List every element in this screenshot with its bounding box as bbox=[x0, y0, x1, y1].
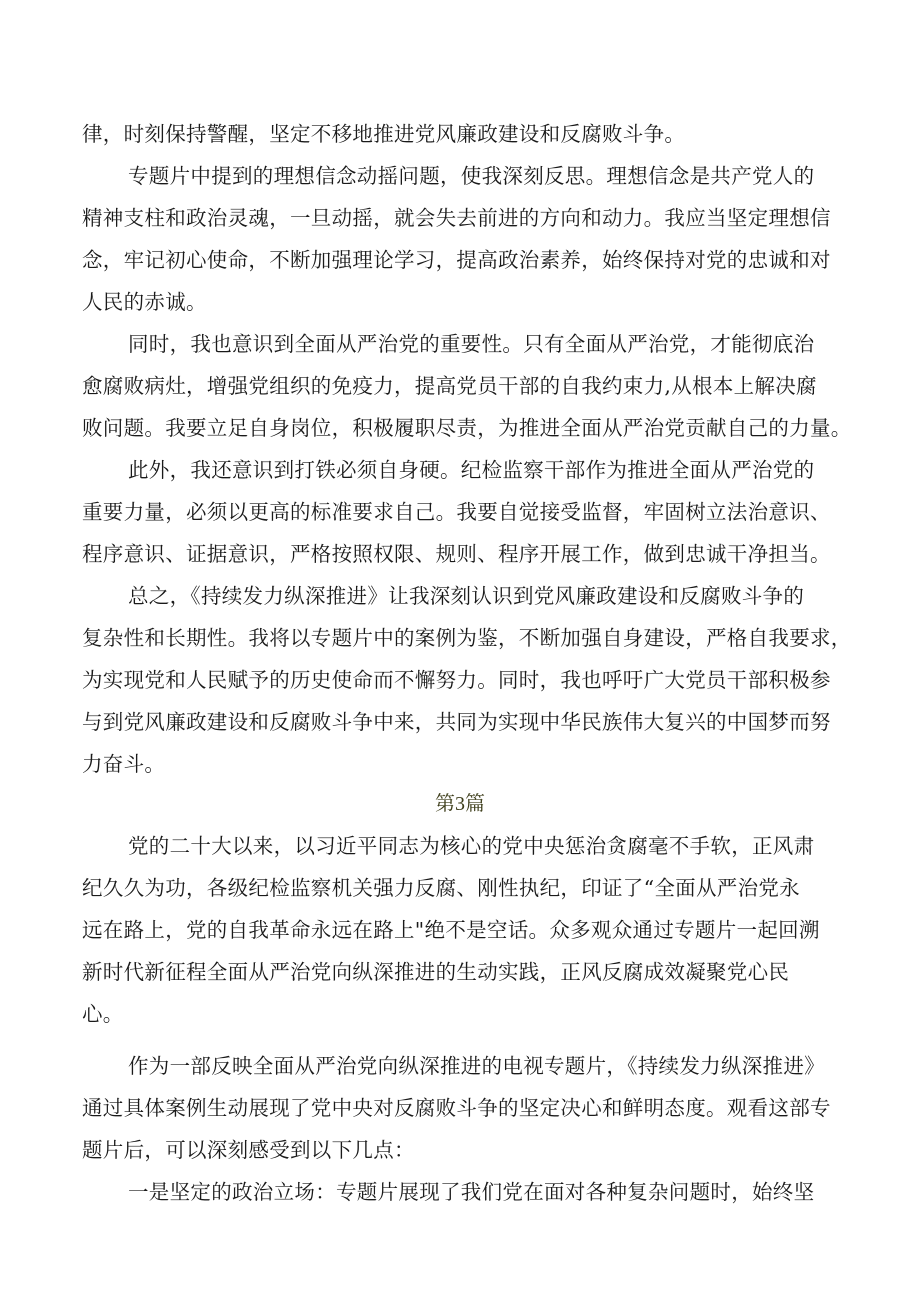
text-line: 为实现党和人民赋予的历史使命而不懈努力。同时，我也呼吁广大党员干部积极参 bbox=[82, 668, 831, 692]
text-line: 心。 bbox=[82, 1002, 124, 1026]
paragraph-start-line: 此外，我还意识到打铁必须自身硬。纪检监察干部作为推进全面从严治党的 bbox=[128, 458, 815, 482]
text-line: 纪久久为功，各级纪检监察机关强力反腐、刚性执纪，印证了“全面从严治党永 bbox=[82, 876, 800, 900]
text-line: 愈腐败病灶，增强党组织的免疫力，提高党员干部的自我约束力,从根本上解决腐 bbox=[82, 374, 817, 398]
paragraph-start-line: 一是坚定的政治立场：专题片展现了我们党在面对各种复杂问题时，始终坚 bbox=[128, 1180, 815, 1204]
paragraph-start-line: 作为一部反映全面从严治党向纵深推进的电视专题片，《持续发力纵深推进》 bbox=[128, 1054, 825, 1078]
text-line: 律，时刻保持警醒，坚定不移地推进党风廉政建设和反腐败斗争。 bbox=[82, 122, 686, 146]
paragraph-start-line: 专题片中提到的理想信念动摇问题，使我深刻反思。理想信念是共产党人的 bbox=[128, 164, 815, 188]
paragraph-start-line: 同时，我也意识到全面从严治党的重要性。只有全面从严治党，才能彻底治 bbox=[128, 332, 815, 356]
text-line: 题片后，可以深刻感受到以下几点： bbox=[82, 1138, 415, 1162]
text-line: 重要力量，必须以更高的标准要求自己。我要自觉接受监督，牢固树立法治意识、 bbox=[82, 500, 831, 524]
text-line: 新时代新征程全面从严治党向纵深推进的生动实践，正风反腐成效凝聚党心民 bbox=[82, 960, 790, 984]
text-line: 与到党风廉政建设和反腐败斗争中来，共同为实现中华民族伟大复兴的中国梦而努 bbox=[82, 710, 831, 734]
text-line: 败问题。我要立足自身岗位，积极履职尽责，为推进全面从严治党贡献自己的力量。 bbox=[82, 416, 852, 440]
text-line: 人民的赤诚。 bbox=[82, 290, 207, 314]
text-line: 念，牢记初心使命，不断加强理论学习，提高政治素养，始终保持对党的忠诚和对 bbox=[82, 248, 831, 272]
text-line: 程序意识、证据意识，严格按照权限、规则、程序开展工作，做到忠诚干净担当。 bbox=[82, 542, 831, 566]
text-line: 复杂性和长期性。我将以专题片中的案例为鉴，不断加强自身建设，严格自我要求， bbox=[82, 626, 852, 650]
text-line: 通过具体案例生动展现了党中央对反腐败斗争的坚定决心和鲜明态度。观看这部专 bbox=[82, 1096, 831, 1120]
paragraph-start-line: 总之，《持续发力纵深推进》让我深刻认识到党风廉政建设和反腐败斗争的 bbox=[128, 584, 805, 608]
text-line: 精神支柱和政治灵魂，一旦动摇，就会失去前进的方向和动力。我应当坚定理想信 bbox=[82, 206, 831, 230]
text-line: 力奋斗。 bbox=[82, 752, 166, 776]
section-heading: 第3篇 bbox=[435, 793, 485, 815]
text-line: 远在路上，党的自我革命永远在路上"绝不是空话。众多观众通过专题片一起回溯 bbox=[82, 918, 820, 942]
paragraph-start-line: 党的二十大以来，以习近平同志为核心的党中央惩治贪腐毫不手软，正风肃 bbox=[128, 834, 815, 858]
